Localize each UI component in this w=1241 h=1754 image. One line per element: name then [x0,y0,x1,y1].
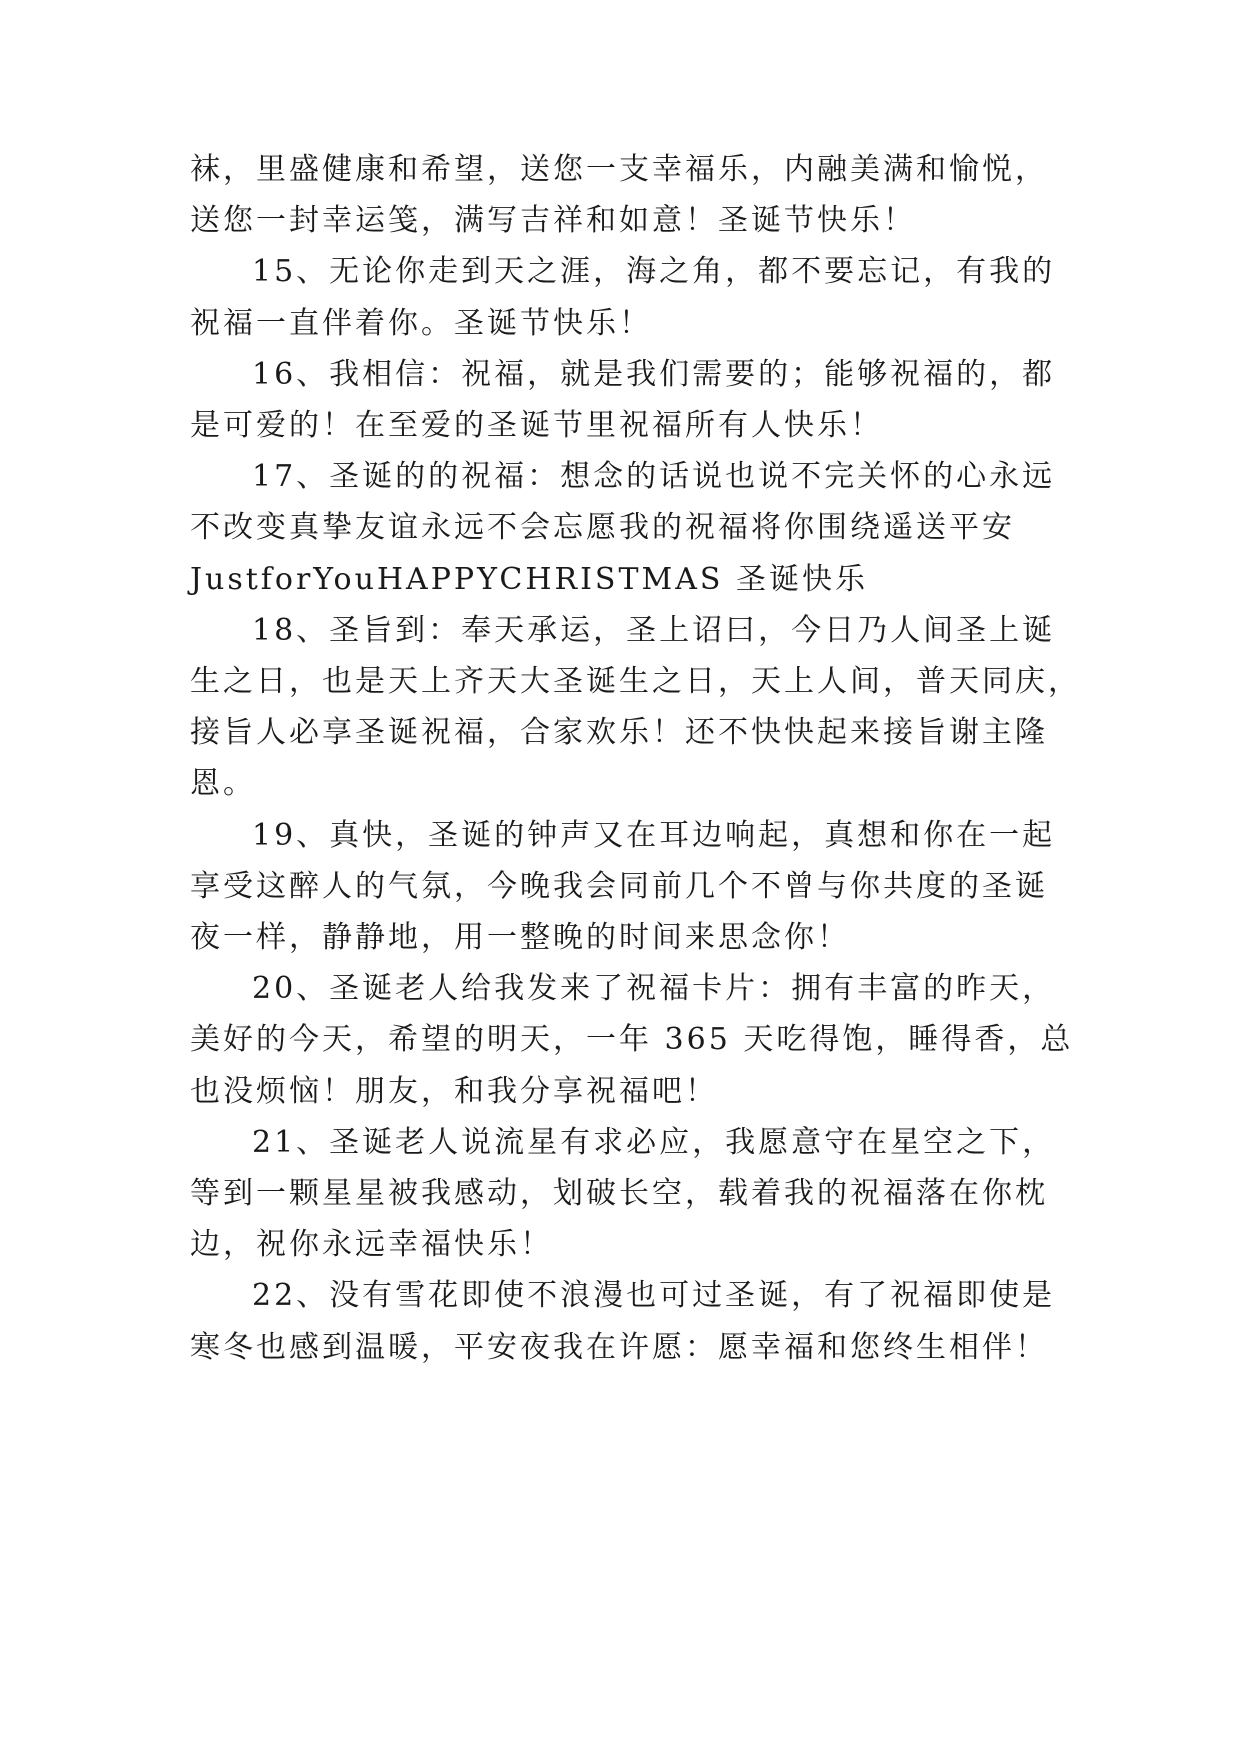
text-line: 享受这醉人的气氛，今晚我会同前几个不曾与你共度的圣诞 [190,869,1048,904]
text-line: 恩。 [190,766,256,801]
text-line: 祝福一直伴着你。圣诞节快乐！ [190,306,652,341]
text-line: 送您一封幸运笺，满写吉祥和如意！圣诞节快乐！ [190,203,916,238]
text-line: JustforYouHAPPYCHRISTMAS 圣诞快乐 [190,562,868,597]
paragraph-16-line: 16、我相信：祝福，就是我们需要的；能够祝福的，都 [252,357,1056,392]
text-line: 美好的今天，希望的明天，一年 365 天吃得饱，睡得香，总 [190,1022,1074,1057]
text-line: 不改变真挚友谊永远不会忘愿我的祝福将你围绕遥送平安 [190,510,1015,545]
text-line: 边，祝你永远幸福快乐！ [190,1227,553,1262]
text-line: 袜，里盛健康和希望，送您一支幸福乐，内融美满和愉悦， [190,152,1048,187]
text-line: 寒冬也感到温暖，平安夜我在许愿：愿幸福和您终生相伴！ [190,1330,1048,1365]
paragraph-15-line: 15、无论你走到天之涯，海之角，都不要忘记，有我的 [252,254,1056,289]
text-line: 是可爱的！在至爱的圣诞节里祝福所有人快乐！ [190,408,883,443]
paragraph-19-line: 19、真快，圣诞的钟声又在耳边响起，真想和你在一起 [252,818,1056,853]
text-line: 接旨人必享圣诞祝福，合家欢乐！还不快快起来接旨谢主隆 [190,715,1048,750]
text-line: 也没烦恼！朋友，和我分享祝福吧！ [190,1074,718,1109]
paragraph-21-line: 21、圣诞老人说流星有求必应，我愿意守在星空之下， [252,1125,1056,1160]
text-line: 生之日，也是天上齐天大圣诞生之日，天上人间，普天同庆， [190,664,1081,699]
paragraph-17-line: 17、圣诞的的祝福：想念的话说也说不完关怀的心永远 [252,459,1056,494]
paragraph-18-line: 18、圣旨到：奉天承运，圣上诏曰，今日乃人间圣上诞 [252,613,1056,648]
paragraph-22-line: 22、没有雪花即使不浪漫也可过圣诞，有了祝福即使是 [252,1278,1056,1313]
text-line: 等到一颗星星被我感动，划破长空，载着我的祝福落在你枕 [190,1176,1048,1211]
paragraph-20-line: 20、圣诞老人给我发来了祝福卡片：拥有丰富的昨天， [252,971,1056,1006]
text-line: 夜一样，静静地，用一整晚的时间来思念你！ [190,920,850,955]
